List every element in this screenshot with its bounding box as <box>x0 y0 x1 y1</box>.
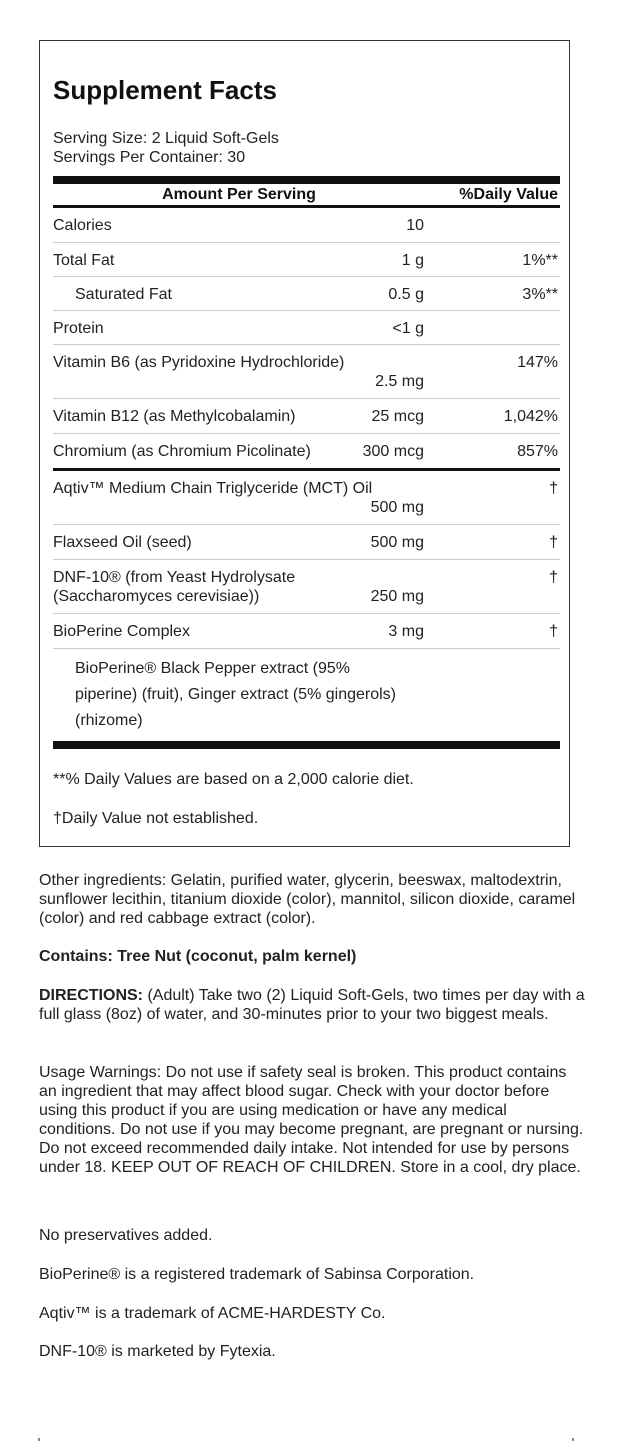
table-row <box>53 208 560 243</box>
row-name: Vitamin B6 (as Pyridoxine Hydrochloride) <box>53 354 345 371</box>
row-amount: 3 mg <box>388 623 424 640</box>
dv-header: %Daily Value <box>459 186 558 203</box>
row-name: Calories <box>53 217 112 234</box>
row-dv: † <box>549 623 558 640</box>
table-row <box>53 434 560 471</box>
row-amount: 0.5 g <box>388 286 424 303</box>
directions <box>39 986 609 1024</box>
trademark-bioperine: BioPerine® is a registered trademark of Sabinsa Corporation. <box>39 1266 475 1283</box>
row-amount: 250 mg <box>370 588 424 605</box>
row-dv: 857% <box>517 443 558 460</box>
servings-per-container: Servings Per Container: 30 <box>53 149 246 166</box>
other-ingredients: Other ingredients: Gelatin, purified water, glycerin, beeswax, maltodextrin, sunflower lecithin, titanium dioxide (color), mannitol, silicon dioxide, caramel (color) and red cabbage extract (color). <box>39 872 576 927</box>
table-row <box>53 345 560 399</box>
row-amount: 500 mg <box>370 499 424 516</box>
directions-label: DIRECTIONS: <box>39 987 143 1004</box>
table-row <box>53 243 560 277</box>
row-amount: 25 mcg <box>371 408 424 425</box>
row-name: Total Fat <box>53 252 115 269</box>
table-header <box>53 185 560 205</box>
row-name-cont: (Saccharomyces cerevisiae)) <box>53 588 260 605</box>
row-amount: 10 <box>406 217 424 234</box>
supplement-facts-panel <box>39 40 570 847</box>
panel-title: Supplement Facts <box>53 75 277 105</box>
corner-mark <box>572 1438 574 1441</box>
footnote-dv: **% Daily Values are based on a 2,000 calorie diet. <box>53 771 414 788</box>
row-name: Saturated Fat <box>75 286 172 303</box>
row-name: Chromium (as Chromium Picolinate) <box>53 443 311 460</box>
row-amount: 2.5 mg <box>375 373 424 390</box>
footnote-dagger: †Daily Value not established. <box>53 810 259 827</box>
row-amount: 1 g <box>401 252 424 269</box>
row-amount: 300 mcg <box>362 443 424 460</box>
allergen-contains: Contains: Tree Nut (coconut, palm kernel) <box>39 948 357 965</box>
table-row <box>53 525 560 560</box>
directions-text: (Adult) Take two (2) Liquid Soft-Gels, two times per day with a full glass (8oz) of water, and 30-minutes prior to your two biggest meals. <box>39 987 585 1023</box>
row-name: DNF-10® (from Yeast Hydrolysate <box>53 569 296 586</box>
amount-header: Amount Per Serving <box>162 186 316 203</box>
row-dv: † <box>549 480 558 497</box>
table-row <box>53 471 560 525</box>
thick-divider <box>53 741 560 749</box>
table-row <box>53 614 560 649</box>
corner-mark <box>38 1438 40 1441</box>
table-row <box>53 399 560 434</box>
usage-warnings: Usage Warnings: Do not use if safety seal is broken. This product contains an ingredient that may affect blood sugar. Check with your doctor before using this product if you are using medication or have any medical conditions. Do not use if you may become pregnant, are pregnant or nursing. Do not exceed recommended daily intake. Not intended for use by persons under 18. KEEP OUT OF REACH OF CHILDREN. Store in a cool, dry place. <box>39 1064 584 1176</box>
bioperine-sub-ingredients: BioPerine® Black Pepper extract (95% piperine) (fruit), Ginger extract (5% gingerols) (rhizome) <box>75 660 397 729</box>
row-name: Aqtiv™ Medium Chain Triglyceride (MCT) Oil <box>53 480 373 497</box>
table-row <box>53 311 560 345</box>
table-row <box>53 277 560 311</box>
table-row <box>53 560 560 614</box>
row-amount: 500 mg <box>370 534 424 551</box>
thick-divider <box>53 176 560 184</box>
row-name: Protein <box>53 320 104 337</box>
no-preservatives: No preservatives added. <box>39 1227 213 1244</box>
row-dv: 3%** <box>522 286 558 303</box>
row-dv: 1,042% <box>503 408 558 425</box>
row-dv: † <box>549 569 558 586</box>
row-dv: † <box>549 534 558 551</box>
row-name: Flaxseed Oil (seed) <box>53 534 192 551</box>
row-dv: 147% <box>517 354 558 371</box>
trademark-aqtiv: Aqtiv™ is a trademark of ACME-HARDESTY Co. <box>39 1305 386 1322</box>
serving-size: Serving Size: 2 Liquid Soft-Gels <box>53 130 279 147</box>
row-name: Vitamin B12 (as Methylcobalamin) <box>53 408 296 425</box>
row-dv: 1%** <box>522 252 558 269</box>
row-name: BioPerine Complex <box>53 623 190 640</box>
row-amount: <1 g <box>392 320 424 337</box>
trademark-dnf: DNF-10® is marketed by Fytexia. <box>39 1343 276 1360</box>
